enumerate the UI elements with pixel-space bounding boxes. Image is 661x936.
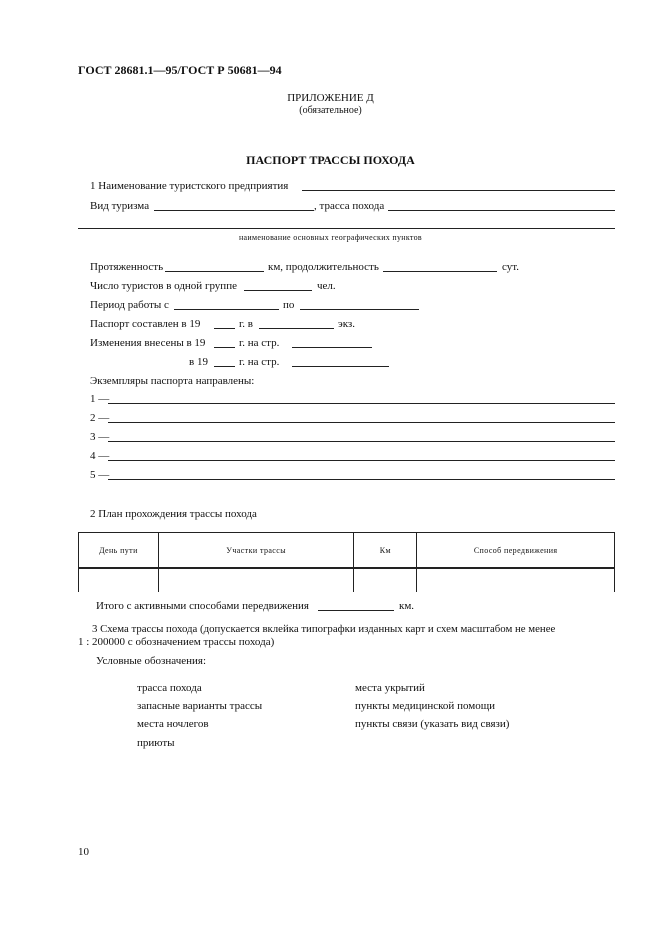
enterprise-input-line — [302, 190, 615, 191]
copy-recipient-3-line — [108, 441, 615, 442]
compiled-year-input-line — [214, 328, 235, 329]
changes-page-input-line — [292, 347, 372, 348]
table-cell — [79, 568, 159, 592]
column-header-km: Км — [354, 533, 417, 569]
table-header-row — [79, 533, 615, 569]
period-to-input-line — [300, 309, 419, 310]
legend-item: пункты медицинской помощи — [355, 700, 496, 712]
copy-recipient-2-label: 2 — — [90, 412, 110, 424]
compiled-place-input-line — [259, 328, 334, 329]
copy-recipient-1-label: 1 — — [90, 393, 110, 405]
legend-item: пункты связи (указать вид связи) — [355, 718, 510, 730]
column-header-segments: Участки трассы — [158, 533, 354, 569]
copy-recipient-5-line — [108, 479, 615, 480]
group-unit: чел. — [317, 280, 336, 292]
period-from-input-line — [174, 309, 279, 310]
period-label: Период работы с — [90, 299, 169, 311]
compiled-copies-unit: экз. — [338, 318, 356, 330]
copy-recipient-1-line — [108, 403, 615, 404]
copy-recipient-5-label: 5 — — [90, 469, 110, 481]
column-header-day: День пути — [79, 533, 159, 569]
copy-recipient-3-label: 3 — — [90, 431, 110, 443]
total-unit: км. — [399, 600, 415, 612]
document-title: ПАСПОРТ ТРАССЫ ПОХОДА — [246, 153, 415, 167]
changes-page-input-line-2 — [292, 366, 389, 367]
appendix-title: ПРИЛОЖЕНИЕ Д — [287, 92, 374, 104]
route-plan-table — [78, 532, 615, 592]
route-label: , трасса похода — [314, 200, 385, 212]
geo-points-input-line — [78, 228, 615, 229]
table-row — [79, 568, 615, 592]
group-input-line — [244, 290, 312, 291]
legend-item: трасса похода — [137, 682, 202, 694]
column-header-transport: Способ передвижения — [417, 533, 615, 569]
table-cell — [417, 568, 615, 592]
legend-title: Условные обозначения: — [96, 655, 207, 667]
table-cell — [354, 568, 417, 592]
period-to-label: по — [283, 299, 295, 311]
changes-page-label-2: г. на стр. — [239, 356, 280, 368]
copy-recipient-4-label: 4 — — [90, 450, 110, 462]
compiled-label: Паспорт составлен в 19 — [90, 318, 201, 330]
copies-sent-label: Экземпляры паспорта направлены: — [90, 375, 255, 387]
compiled-year-unit: г. в — [239, 318, 253, 330]
legend-item: места укрытий — [355, 682, 425, 694]
total-input-line — [318, 610, 394, 611]
changes-year-input-line-2 — [214, 366, 235, 367]
total-label: Итого с активными способами передвижения — [96, 600, 309, 612]
tourism-type-input-line — [154, 210, 314, 211]
section2-title: 2 План прохождения трассы похода — [90, 508, 257, 520]
group-label: Число туристов в одной группе — [90, 280, 237, 292]
changes-year-input-line — [214, 347, 235, 348]
copy-recipient-2-line — [108, 422, 615, 423]
legend-item: места ночлегов — [137, 718, 209, 730]
length-input-line — [165, 271, 264, 272]
route-input-line — [388, 210, 615, 211]
length-label: Протяженность — [90, 261, 164, 273]
changes-page-label: г. на стр. — [239, 337, 280, 349]
legend-item: приюты — [137, 737, 175, 749]
appendix-subtitle: (обязательное) — [299, 105, 362, 116]
changes-label: Изменения внесены в 19 — [90, 337, 206, 349]
changes-label-2: в 19 — [189, 356, 208, 368]
legend-item: запасные варианты трассы — [137, 700, 263, 712]
tourism-type-label: Вид туризма — [90, 200, 150, 212]
duration-input-line — [383, 271, 497, 272]
table-cell — [158, 568, 354, 592]
section3-text-line2: 1 : 200000 с обозначением трассы похода) — [78, 636, 275, 648]
duration-unit: сут. — [502, 261, 519, 273]
page-number: 10 — [78, 846, 89, 858]
length-unit: км, продолжительность — [268, 261, 379, 273]
geo-points-caption: наименование основных географических пунктов — [238, 233, 423, 242]
document-standard-header: ГОСТ 28681.1—95/ГОСТ Р 50681—94 — [78, 63, 282, 77]
copy-recipient-4-line — [108, 460, 615, 461]
enterprise-label: 1 Наименование туристского предприятия — [90, 180, 289, 192]
section3-text-line1: 3 Схема трассы похода (допускается вклейка типографки изданных карт и схем масштабом не менее — [92, 623, 556, 635]
